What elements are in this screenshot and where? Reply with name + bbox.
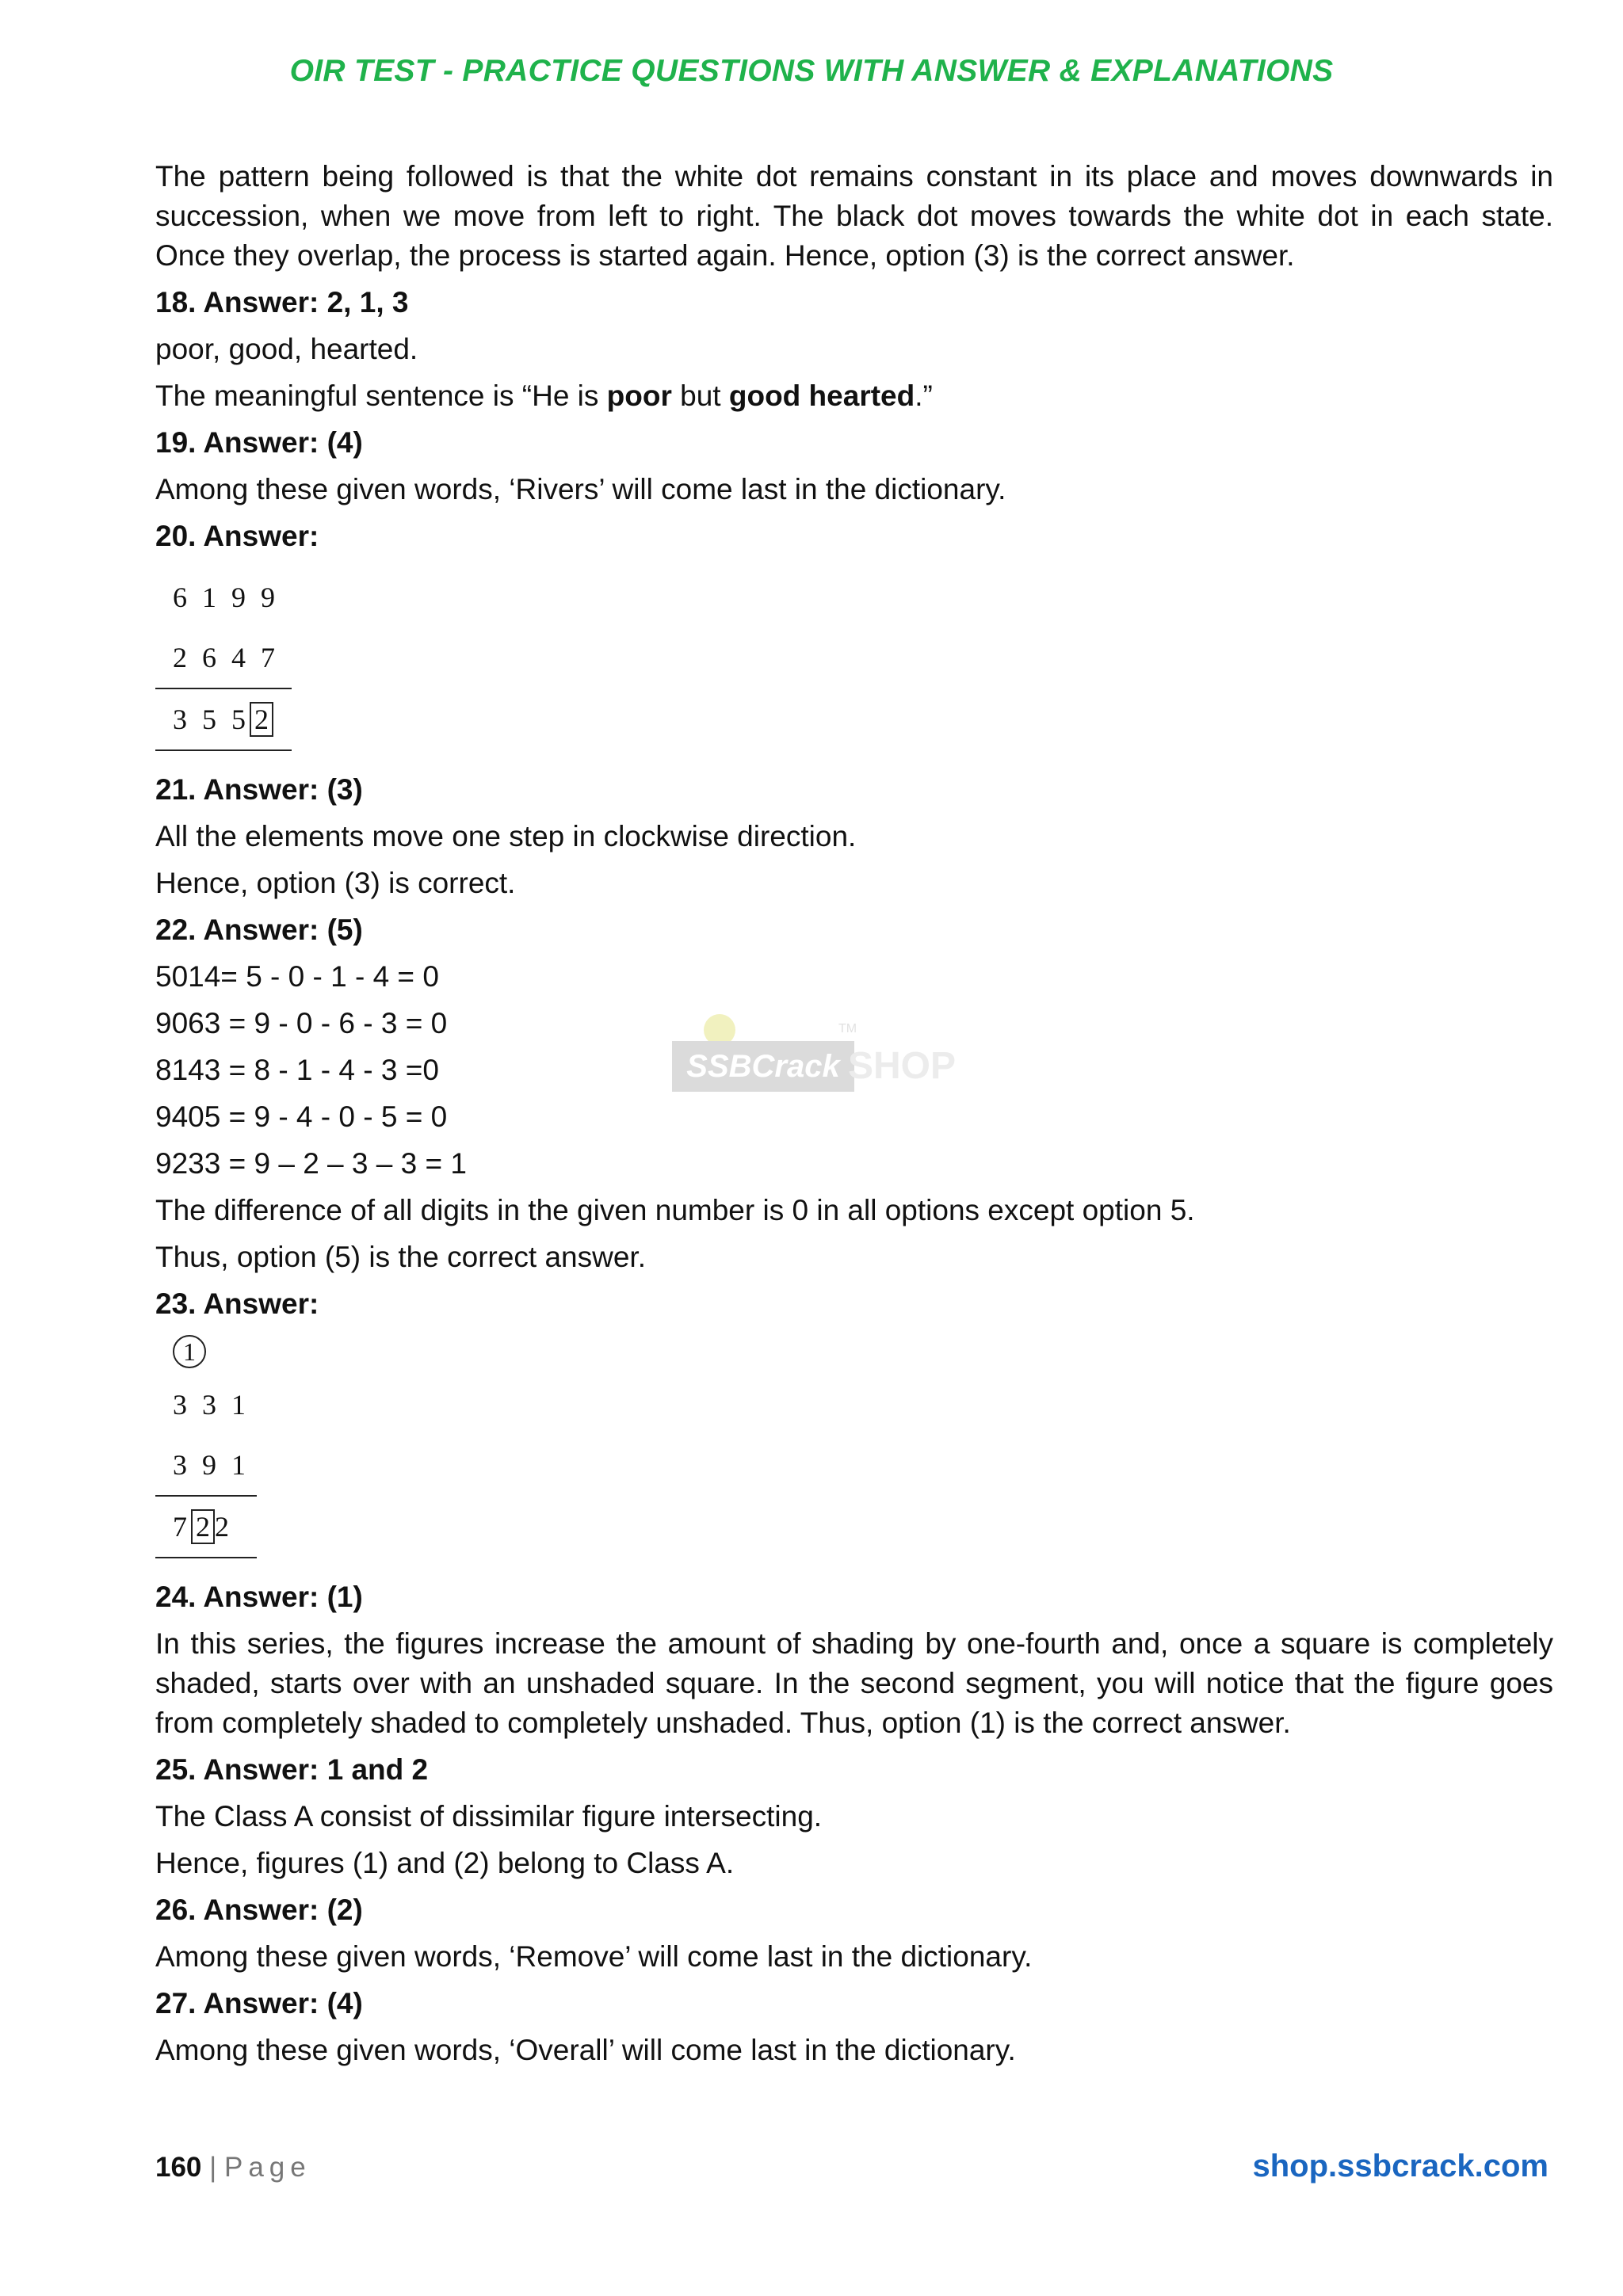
watermark-brand: SSBCrack [672, 1041, 854, 1092]
page-label: Page [223, 2152, 311, 2183]
q27-text: Among these given words, ‘Overall’ will come last in the dictionary. [155, 2034, 1016, 2066]
q23-result [173, 1497, 1553, 1557]
q20-answer: 20. Answer: [155, 520, 319, 552]
q20-result-boxed-digit: 2 [250, 702, 273, 737]
page-number-footer [155, 2152, 311, 2183]
q21-line2: Hence, option (3) is correct. [155, 867, 516, 899]
q24-answer: 24. Answer: (1) [155, 1581, 363, 1613]
q20-row2: 2 6 4 7 [173, 642, 279, 673]
q18-text-pre: The meaningful sentence is “He is [155, 379, 607, 412]
q24-text: In this series, the figures increase the amount of shading by one-fourth and, once a square is completely shaded, starts over with an unshaded square. In the second segment, you will notice that the figure goes from completely shaded to completely unshaded. Thus, option (1) is the correct answer. [155, 1627, 1553, 1739]
q23-carry-row [173, 1335, 1553, 1375]
page-separator: | [209, 2152, 217, 2183]
q22-calc-2: 9063 = 9 - 0 - 6 - 3 = 0 [155, 1007, 448, 1039]
q23-row1: 3 3 1 [173, 1389, 250, 1421]
q18-bold-poor: poor [606, 379, 672, 412]
q20-result-digits: 3 5 5 [173, 704, 250, 735]
q20-result [173, 689, 1553, 749]
q22-line6: The difference of all digits in the given number is 0 in all options except option 5. [155, 1194, 1195, 1226]
q25-line2: Hence, figures (1) and (2) belong to Class A. [155, 1847, 735, 1879]
q20-addition [173, 567, 1553, 751]
q23-row2: 3 9 1 [173, 1449, 250, 1481]
q18-line2 [155, 376, 1553, 416]
q23-result-boxed-digit: 2 [191, 1509, 215, 1544]
q19-answer: 19. Answer: (4) [155, 426, 363, 459]
q23-addition [173, 1335, 1553, 1558]
q23-carry-circle: 1 [173, 1335, 206, 1368]
q25-line1: The Class A consist of dissimilar figure intersecting. [155, 1800, 823, 1833]
q20-divider-bottom [155, 749, 292, 751]
q22-line7: Thus, option (5) is the correct answer. [155, 1241, 646, 1273]
q26-answer: 26. Answer: (2) [155, 1894, 363, 1926]
q23-answer: 23. Answer: [155, 1287, 319, 1320]
intro-paragraph: The pattern being followed is that the white dot remains constant in its place and moves downwards in succession, when we move from left to right. The black dot moves towards the white dot in each state. Once they overlap, the process is started again. Hence, option (3) is the correct answer. [155, 160, 1553, 272]
q18-line1: poor, good, hearted. [155, 333, 418, 365]
q23-divider-bottom [155, 1557, 257, 1558]
q18-text-mid: but [671, 379, 729, 412]
q26-text: Among these given words, ‘Remove’ will come last in the dictionary. [155, 1940, 1033, 1973]
watermark-shop: SHOP [848, 1045, 957, 1087]
q19-text: Among these given words, ‘Rivers’ will come last in the dictionary. [155, 473, 1006, 505]
q22-calc-1: 5014= 5 - 0 - 1 - 4 = 0 [155, 960, 439, 993]
footer-url-link[interactable]: shop.ssbcrack.com [1252, 2149, 1549, 2183]
q23-result-first: 7 [173, 1511, 191, 1543]
page-header-title: OIR TEST - PRACTICE QUESTIONS WITH ANSWER & EXPLANATIONS [289, 54, 1334, 88]
q18-answer: 18. Answer: 2, 1, 3 [155, 286, 409, 318]
q18-bold-good-hearted: good hearted [728, 379, 915, 412]
q21-line1: All the elements move one step in clockwise direction. [155, 820, 857, 852]
page-number: 160 [155, 2152, 202, 2183]
q23-result-last: 2 [215, 1511, 233, 1543]
q20-row1: 6 1 9 9 [173, 582, 279, 613]
answer-content [155, 157, 1553, 2077]
q18-text-post: .” [915, 379, 933, 412]
watermark-tm: TM [838, 1022, 857, 1035]
q27-answer: 27. Answer: (4) [155, 1987, 363, 2019]
q22-calc-5: 9233 = 9 – 2 – 3 – 3 = 1 [155, 1147, 467, 1180]
q22-calc-3: 8143 = 8 - 1 - 4 - 3 =0 [155, 1054, 439, 1086]
q25-answer: 25. Answer: 1 and 2 [155, 1753, 429, 1786]
q22-calc-4: 9405 = 9 - 4 - 0 - 5 = 0 [155, 1100, 448, 1133]
q22-answer: 22. Answer: (5) [155, 913, 363, 946]
q21-answer: 21. Answer: (3) [155, 773, 363, 806]
